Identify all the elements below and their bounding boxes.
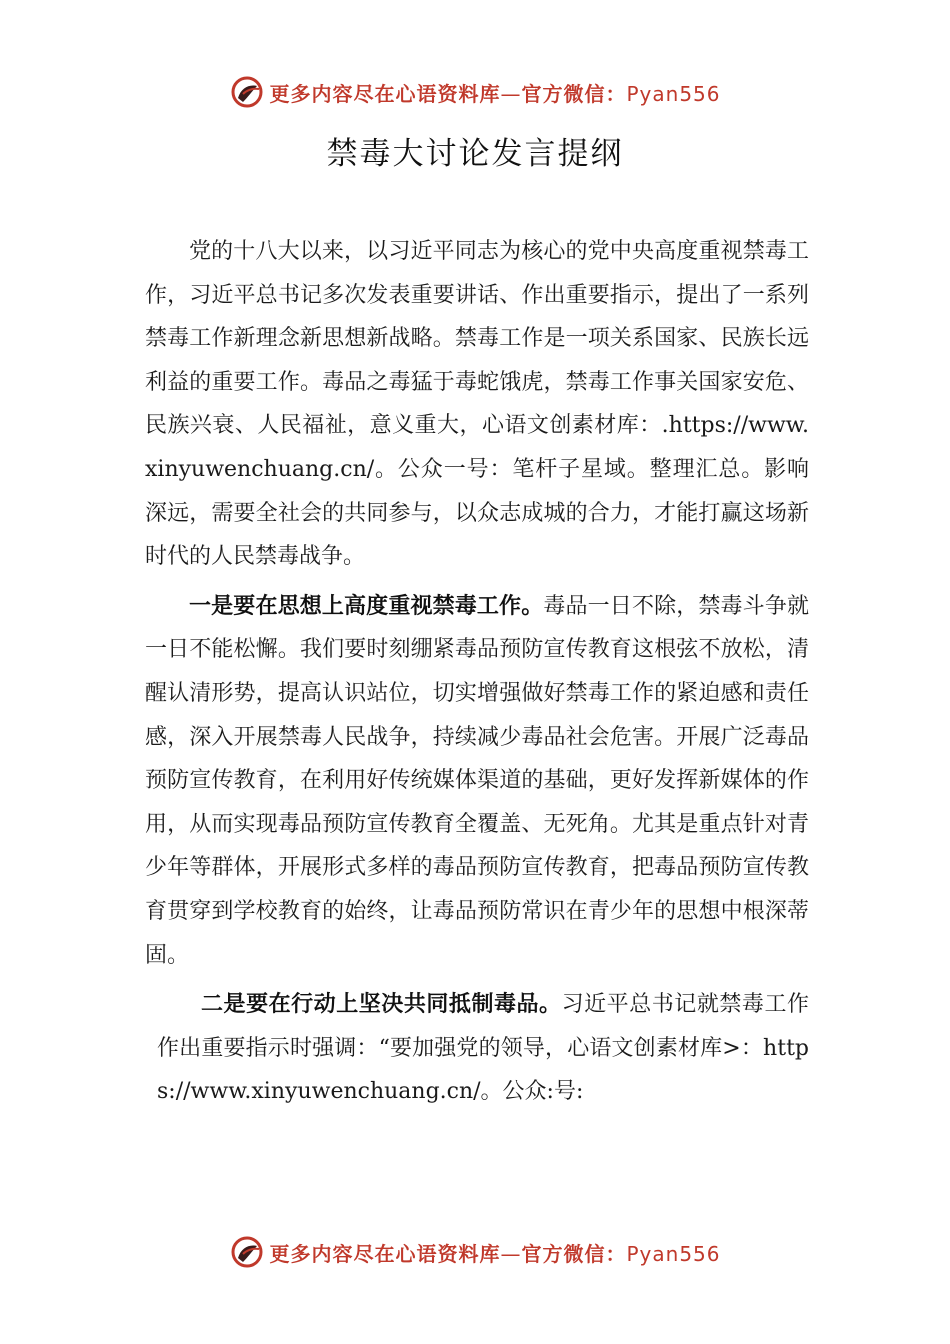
header-banner bbox=[0, 72, 950, 112]
banner-text: 更多内容尽在心语资料库 bbox=[269, 81, 501, 106]
fist-logo-icon bbox=[229, 1234, 265, 1270]
banner-dash: — bbox=[500, 1241, 522, 1266]
wechat-id: Pyan556 bbox=[626, 1241, 721, 1266]
paragraph-1 bbox=[145, 585, 809, 977]
wechat-label: 官方微信： bbox=[521, 81, 627, 106]
paragraph-text: 毒品一日不除，禁毒斗争就一日不能松懈。我们要时刻绷紧毒品预防宣传教育这根弦不放松，清醒认清形势，提高认识站位，切实增强做好禁毒工作的紧迫感和责任感，深入开展禁毒人民战争，持续减少毒品社会危害。开展广泛毒品预防宣传教育，在利用好传统媒体渠道的基础，更好发挥新媒体的作用，从而实现毒品预防宣传教育全覆盖、无死角。尤其是重点针对青少年等群体，开展形式多样的毒品预防宣传教育，把毒品预防宣传教育贯穿到学校教育的始终，让毒品预防常识在青少年的思想中根深蒂固。 bbox=[145, 593, 809, 968]
doc-title: 禁毒大讨论发言提纲 bbox=[326, 136, 624, 172]
paragraph-lead: 二是要在行动上坚决共同抵制毒品。 bbox=[201, 992, 562, 1018]
paragraph-intro bbox=[145, 230, 809, 579]
footer-banner bbox=[0, 1232, 950, 1272]
banner-dash: — bbox=[500, 81, 522, 106]
fist-logo-icon bbox=[229, 74, 265, 110]
paragraph-text: 党的十八大以来，以习近平同志为核心的党中央高度重视禁毒工作，习近平总书记多次发表重要讲话、作出重要指示，提出了一系列禁毒工作新理念新思想新战略。禁毒工作是一项关系国家、民族长远利益的重要工作。毒品之毒猛于毒蛇饿虎，禁毒工作事关国家安危、民族兴衰、人民福祉，意义重大，心语文创素材库：.https://www.xinyuwenchuang.cn/。公众一号：笔杆子星域。整理汇总。影响深远，需要全社会的共同参与，以众志成城的合力，才能打赢这场新时代的人民禁毒战争。 bbox=[145, 239, 809, 570]
banner-text: 更多内容尽在心语资料库 bbox=[269, 1241, 501, 1266]
wechat-id: Pyan556 bbox=[626, 81, 721, 106]
doc-body bbox=[145, 230, 809, 1120]
wechat-label: 官方微信： bbox=[521, 1241, 627, 1266]
paragraph-text: 习近平总书记就禁毒工作作出重要指示时强调：“要加强党的领导，心语文创素材库>：https://www.xinyuwenchuang.cn/。公众:号: bbox=[157, 992, 809, 1105]
paragraph-2 bbox=[145, 983, 809, 1114]
paragraph-lead: 一是要在思想上高度重视禁毒工作。 bbox=[189, 593, 544, 619]
